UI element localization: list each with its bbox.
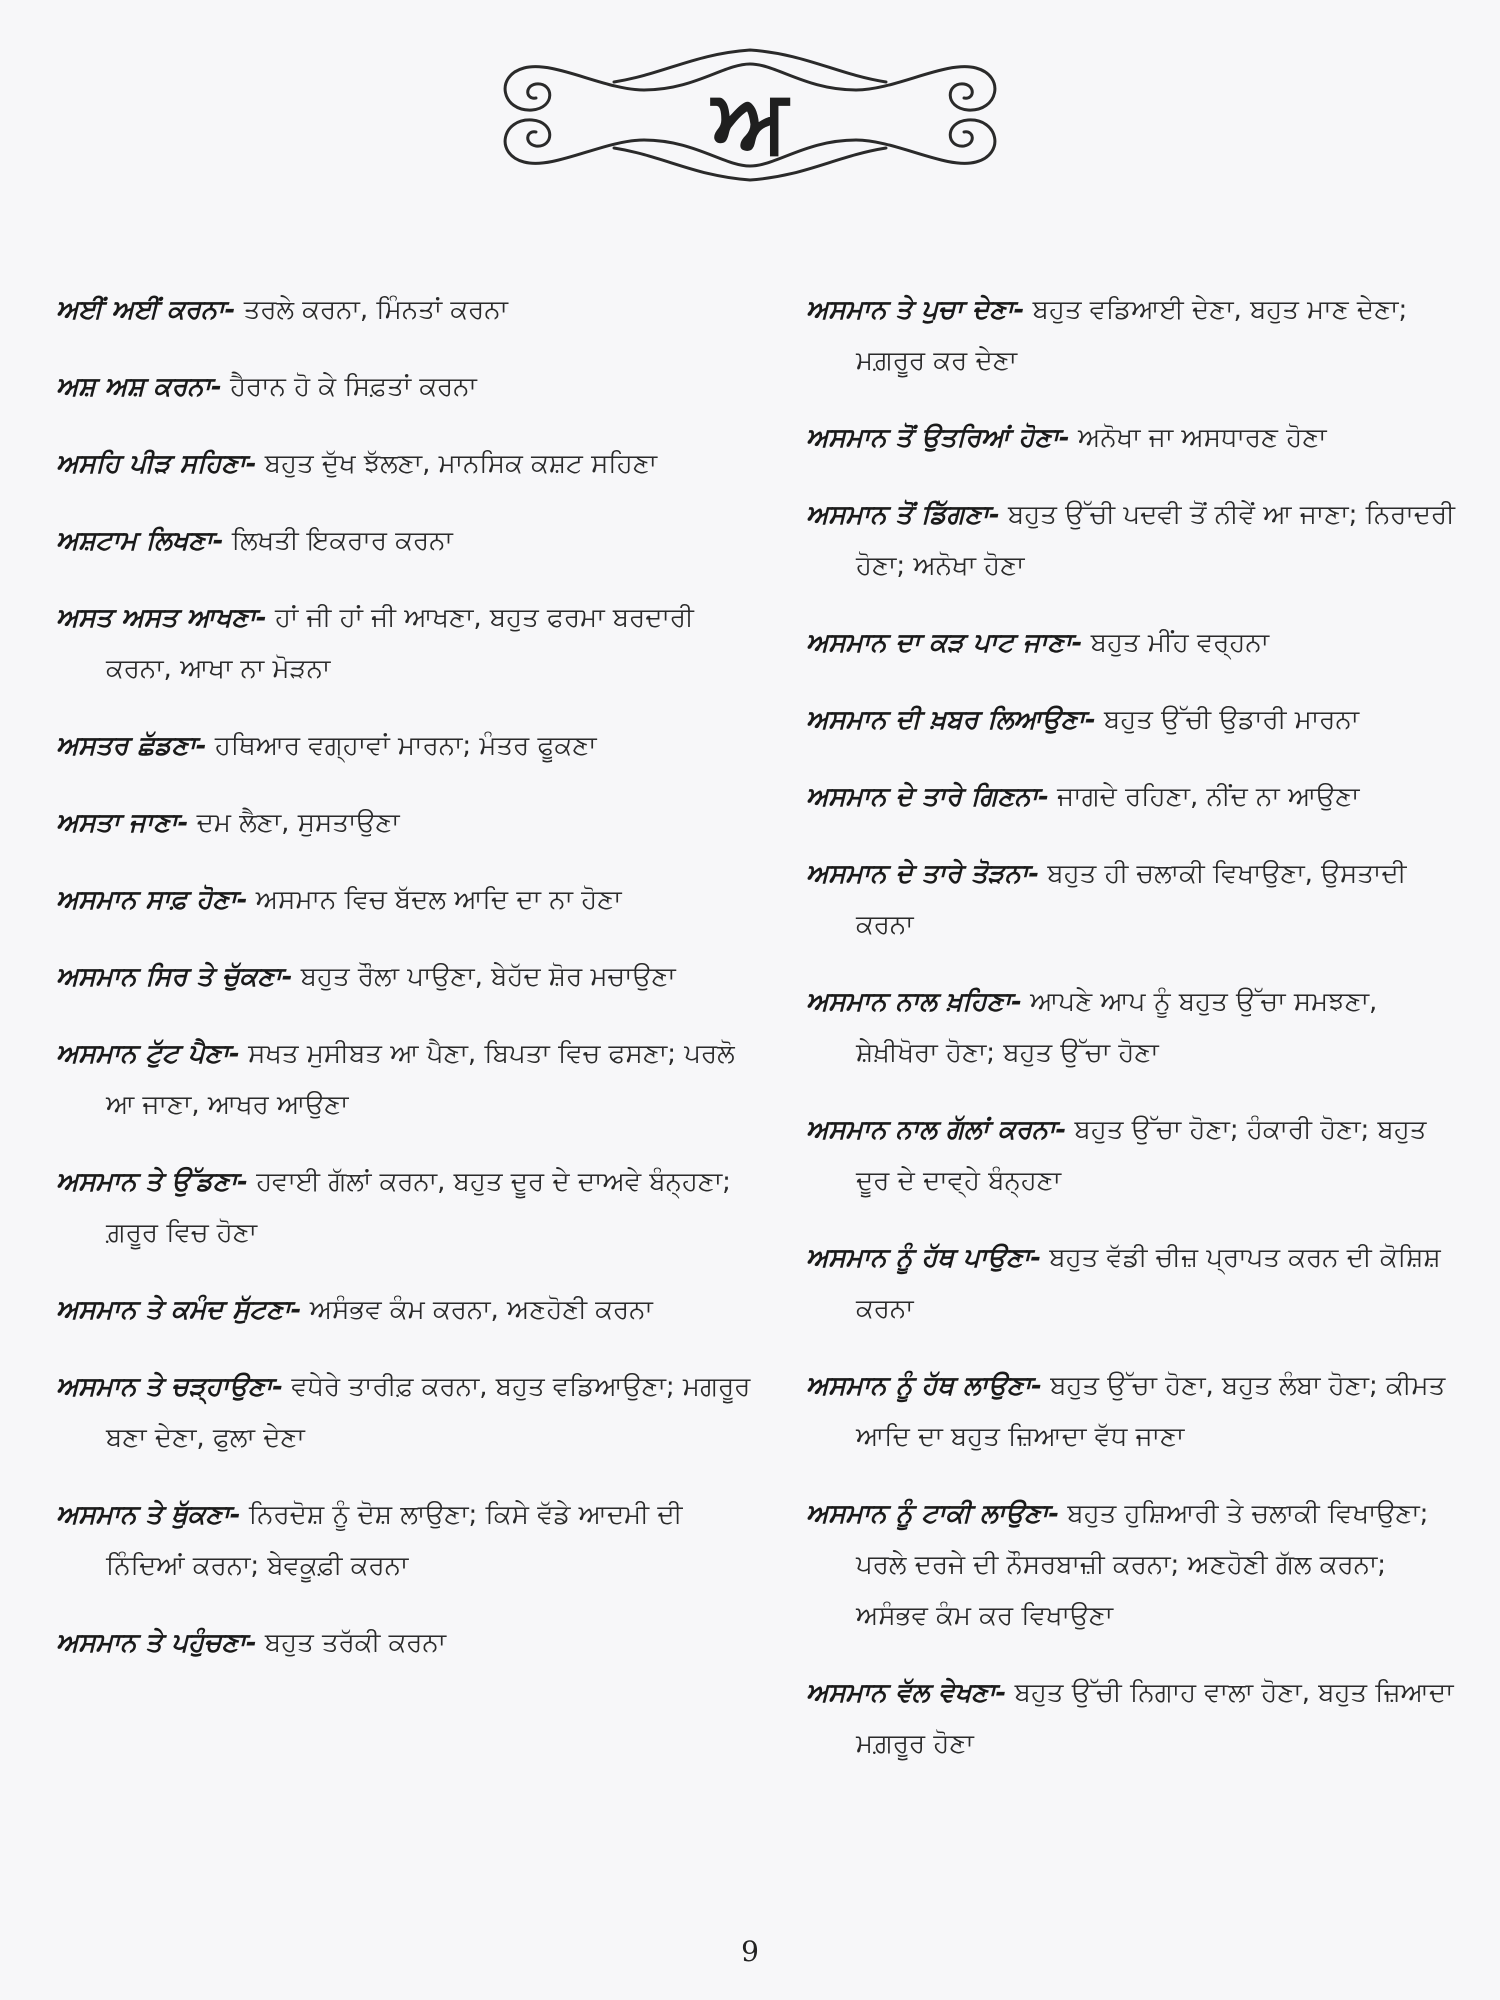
entry-term: ਅਈਂ ਅਈਂ ਕਰਨਾ- [56, 295, 236, 325]
entry-meaning: ਬਹੁਤ ਉੱਚਾ ਹੋਣਾ; ਹੰਕਾਰੀ ਹੋਣਾ; ਬਹੁਤ ਦੂਰ ਦੇ ਦਾਵ੍ਹੇ ਬੰਨ੍ਹਣਾ [856, 1115, 1427, 1196]
entry-meaning: ਬਹੁਤ ਹੀ ਚਲਾਕੀ ਵਿਖਾਉਣਾ, ਉਸਤਾਦੀ ਕਰਨਾ [856, 859, 1407, 940]
entry [56, 1362, 756, 1464]
entry-meaning: ਹਥਿਆਰ ਵਗ੍ਹਾਵਾਂ ਮਾਰਨਾ; ਮੰਤਰ ਫੂਕਣਾ [214, 731, 597, 761]
entry-term: ਅਸਮਾਨ ਵੱਲ ਵੇਖਣਾ- [806, 1678, 1007, 1708]
entry-term: ਅਸਮਾਨ ਤੋਂ ਉਤਰਿਆਂ ਹੋਣਾ- [806, 423, 1070, 453]
entry-meaning: ਬਹੁਤ ਉੱਚੀ ਨਿਗਾਹ ਵਾਲਾ ਹੋਣਾ, ਬਹੁਤ ਜ਼ਿਆਦਾ ਮਗ਼ਰੂਰ ਹੋਣਾ [856, 1678, 1454, 1759]
entry-meaning: ਬਹੁਤ ਰੌਲਾ ਪਾਉਣਾ, ਬੇਹੱਦ ਸ਼ੋਰ ਮਚਾਉਣਾ [300, 962, 676, 992]
entry [56, 1490, 756, 1592]
right-column [806, 285, 1466, 1770]
entry [806, 618, 1466, 669]
entry-term: ਅਸਮਾਨ ਦੀ ਖ਼ਬਰ ਲਿਆਉਣਾ- [806, 705, 1096, 735]
entry [56, 439, 756, 490]
entry [806, 285, 1466, 387]
entry-term: ਅਸਤ ਅਸਤ ਆਖਣਾ- [56, 603, 267, 633]
entry [56, 593, 756, 695]
entry-term: ਅਸ਼ ਅਸ਼ ਕਰਨਾ- [56, 372, 222, 402]
page-number: 9 [741, 1935, 759, 1968]
entry [56, 516, 756, 567]
entry [806, 413, 1466, 464]
entry-meaning: ਅਨੋਖਾ ਜਾ ਅਸਧਾਰਣ ਹੋਣਾ [1077, 423, 1327, 453]
entry [56, 1285, 756, 1336]
entry [806, 490, 1466, 592]
left-column [56, 285, 756, 1669]
entry-term: ਅਸਮਾਨ ਨੂੰ ਹੱਥ ਪਾਉਣਾ- [806, 1243, 1042, 1273]
entry-meaning: ਸਖਤ ਮੁਸੀਬਤ ਆ ਪੈਣਾ, ਬਿਪਤਾ ਵਿਚ ਫਸਣਾ; ਪਰਲੋ ਆ ਜਾਣਾ, ਆਖਰ ਆਉਣਾ [106, 1039, 735, 1120]
entry-term: ਅਸਮਾਨ ਨੂੰ ਟਾਕੀ ਲਾਉਣਾ- [806, 1499, 1060, 1529]
entry-meaning: ਬਹੁਤ ਉੱਚੀ ਪਦਵੀ ਤੋਂ ਨੀਵੇਂ ਆ ਜਾਣਾ; ਨਿਰਾਦਰੀ ਹੋਣਾ; ਅਨੋਖਾ ਹੋਣਾ [856, 500, 1455, 581]
entry-term: ਅਸਮਾਨ ਤੇ ਥੁੱਕਣਾ- [56, 1500, 241, 1530]
entry-term: ਅਸਮਾਨ ਸਿਰ ਤੇ ਚੁੱਕਣਾ- [56, 962, 293, 992]
entry [56, 875, 756, 926]
entry [806, 1489, 1466, 1642]
entry-meaning: ਬਹੁਤ ਦੁੱਖ ਝੱਲਣਾ, ਮਾਨਸਿਕ ਕਸ਼ਟ ਸਹਿਣਾ [264, 449, 658, 479]
entry [56, 798, 756, 849]
entry-meaning: ਬਹੁਤ ਤਰੱਕੀ ਕਰਨਾ [264, 1628, 447, 1658]
entry [806, 1668, 1466, 1770]
entry-meaning: ਬਹੁਤ ਉੱਚਾ ਹੋਣਾ, ਬਹੁਤ ਲੰਬਾ ਹੋਣਾ; ਕੀਮਤ ਆਦਿ ਦਾ ਬਹੁਤ ਜ਼ਿਆਦਾ ਵੱਧ ਜਾਣਾ [856, 1371, 1446, 1452]
entry-meaning: ਹਾਂ ਜੀ ਹਾਂ ਜੀ ਆਖਣਾ, ਬਹੁਤ ਫਰਮਾ ਬਰਦਾਰੀ ਕਰਨਾ, ਆਖਾ ਨਾ ਮੋੜਨਾ [106, 603, 694, 684]
entry [806, 977, 1466, 1079]
entry-meaning: ਬਹੁਤ ਹੁਸ਼ਿਆਰੀ ਤੇ ਚਲਾਕੀ ਵਿਖਾਉਣਾ; ਪਰਲੇ ਦਰਜੇ ਦੀ ਨੌਸਰਬਾਜ਼ੀ ਕਰਨਾ; ਅਣਹੋਣੀ ਗੱਲ ਕਰਨਾ; ਅਸੰਭਵ ਕੰਮ ਕਰ ਵਿਖਾਉਣਾ [856, 1499, 1429, 1631]
entry [806, 772, 1466, 823]
entry-term: ਅਸਮਾਨ ਨੂੰ ਹੱਥ ਲਾਉਣਾ- [806, 1371, 1042, 1401]
entry-term: ਅਸਮਾਨ ਟੁੱਟ ਪੈਣਾ- [56, 1039, 240, 1069]
entry-term: ਅਸ਼ਟਾਮ ਲਿਖਣਾ- [56, 526, 224, 556]
entry-term: ਅਸਮਾਨ ਦੇ ਤਾਰੇ ਤੋੜਨਾ- [806, 859, 1040, 889]
entry-meaning: ਨਿਰਦੋਸ਼ ਨੂੰ ਦੋਸ਼ ਲਾਉਣਾ; ਕਿਸੇ ਵੱਡੇ ਆਦਮੀ ਦੀ ਨਿੰਦਿਆਂ ਕਰਨਾ; ਬੇਵਕੂਫ਼ੀ ਕਰਨਾ [106, 1500, 683, 1581]
entry-term: ਅਸਮਾਨ ਤੋਂ ਡਿੱਗਣਾ- [806, 500, 1000, 530]
entry-meaning: ਦਮ ਲੈਣਾ, ਸੁਸਤਾਉਣਾ [196, 808, 400, 838]
entry [56, 1618, 756, 1669]
entry-meaning: ਬਹੁਤ ਮੀਂਹ ਵਰ੍ਹਨਾ [1090, 628, 1270, 658]
entry-meaning: ਆਪਣੇ ਆਪ ਨੂੰ ਬਹੁਤ ਉੱਚਾ ਸਮਝਣਾ, ਸ਼ੇਖ਼ੀਖੋਰਾ ਹੋਣਾ; ਬਹੁਤ ਉੱਚਾ ਹੋਣਾ [856, 987, 1378, 1068]
entry-term: ਅਸਮਾਨ ਨਾਲ ਖ਼ਹਿਣਾ- [806, 987, 1022, 1017]
entry-term: ਅਸਮਾਨ ਤੇ ਪੁਚਾ ਦੇਣਾ- [806, 295, 1025, 325]
entry [806, 695, 1466, 746]
entry-term: ਅਸਮਾਨ ਤੇ ਕਮੰਦ ਸੁੱਟਣਾ- [56, 1295, 302, 1325]
entry-meaning: ਹਵਾਈ ਗੱਲਾਂ ਕਰਨਾ, ਬਹੁਤ ਦੂਰ ਦੇ ਦਾਅਵੇ ਬੰਨ੍ਹਣਾ; ਗ਼ਰੂਰ ਵਿਚ ਹੋਣਾ [106, 1167, 731, 1248]
entry-term: ਅਸਤਰ ਛੱਡਣਾ- [56, 731, 207, 761]
entry [806, 1361, 1466, 1463]
entry [56, 1157, 756, 1259]
entry [56, 952, 756, 1003]
entry-meaning: ਲਿਖਤੀ ਇਕਰਾਰ ਕਰਨਾ [231, 526, 453, 556]
entry-meaning: ਜਾਗਦੇ ਰਹਿਣਾ, ਨੀਂਦ ਨਾ ਆਉਣਾ [1057, 782, 1360, 812]
entry-meaning: ਹੈਰਾਨ ਹੋ ਕੇ ਸਿਫ਼ਤਾਂ ਕਰਨਾ [230, 372, 477, 402]
entry-meaning: ਬਹੁਤ ਵੱਡੀ ਚੀਜ਼ ਪ੍ਰਾਪਤ ਕਰਨ ਦੀ ਕੋਸ਼ਿਸ਼ ਕਰਨਾ [856, 1243, 1441, 1324]
entry-meaning: ਵਧੇਰੇ ਤਾਰੀਫ਼ ਕਰਨਾ, ਬਹੁਤ ਵਡਿਆਉਣਾ; ਮਗਰੂਰ ਬਣਾ ਦੇਣਾ, ਫੁਲਾ ਦੇਣਾ [106, 1372, 751, 1453]
entry-term: ਅਸਮਾਨ ਸਾਫ਼ ਹੋਣਾ- [56, 885, 248, 915]
entry-term: ਅਸਹਿ ਪੀੜ ਸਹਿਣਾ- [56, 449, 257, 479]
entry-term: ਅਸਮਾਨ ਤੇ ਉੱਡਣਾ- [56, 1167, 248, 1197]
entry-meaning: ਅਸਮਾਨ ਵਿਚ ਬੱਦਲ ਆਦਿ ਦਾ ਨਾ ਹੋਣਾ [255, 885, 622, 915]
entry-term: ਅਸਮਾਨ ਤੇ ਪਹੁੰਚਣਾ- [56, 1628, 257, 1658]
entry [56, 285, 756, 336]
entry [806, 1233, 1466, 1335]
entry-term: ਅਸਮਾਨ ਤੇ ਚੜ੍ਹਾਉਣਾ- [56, 1372, 284, 1402]
entry [806, 1105, 1466, 1207]
entry-term: ਅਸਮਾਨ ਦਾ ਕੜ ਪਾਟ ਜਾਣਾ- [806, 628, 1083, 658]
section-letter: ਅ [712, 69, 788, 172]
entry-meaning: ਬਹੁਤ ਉੱਚੀ ਉਡਾਰੀ ਮਾਰਨਾ [1104, 705, 1360, 735]
entry-term: ਅਸਤਾ ਜਾਣਾ- [56, 808, 189, 838]
entry-meaning: ਤਰਲੇ ਕਰਨਾ, ਮਿੰਨਤਾਂ ਕਰਨਾ [243, 295, 508, 325]
entry-meaning: ਅਸੰਭਵ ਕੰਮ ਕਰਨਾ, ਅਣਹੋਣੀ ਕਰਨਾ [309, 1295, 653, 1325]
entry [806, 849, 1466, 951]
entry-term: ਅਸਮਾਨ ਦੇ ਤਾਰੇ ਗਿਣਨਾ- [806, 782, 1049, 812]
entry [56, 362, 756, 413]
entry-meaning: ਬਹੁਤ ਵਡਿਆਈ ਦੇਣਾ, ਬਹੁਤ ਮਾਣ ਦੇਣਾ; ਮਗ਼ਰੂਰ ਕਰ ਦੇਣਾ [856, 295, 1408, 376]
entry-term: ਅਸਮਾਨ ਨਾਲ ਗੱਲਾਂ ਕਰਨਾ- [806, 1115, 1067, 1145]
entry [56, 721, 756, 772]
entry [56, 1029, 756, 1131]
